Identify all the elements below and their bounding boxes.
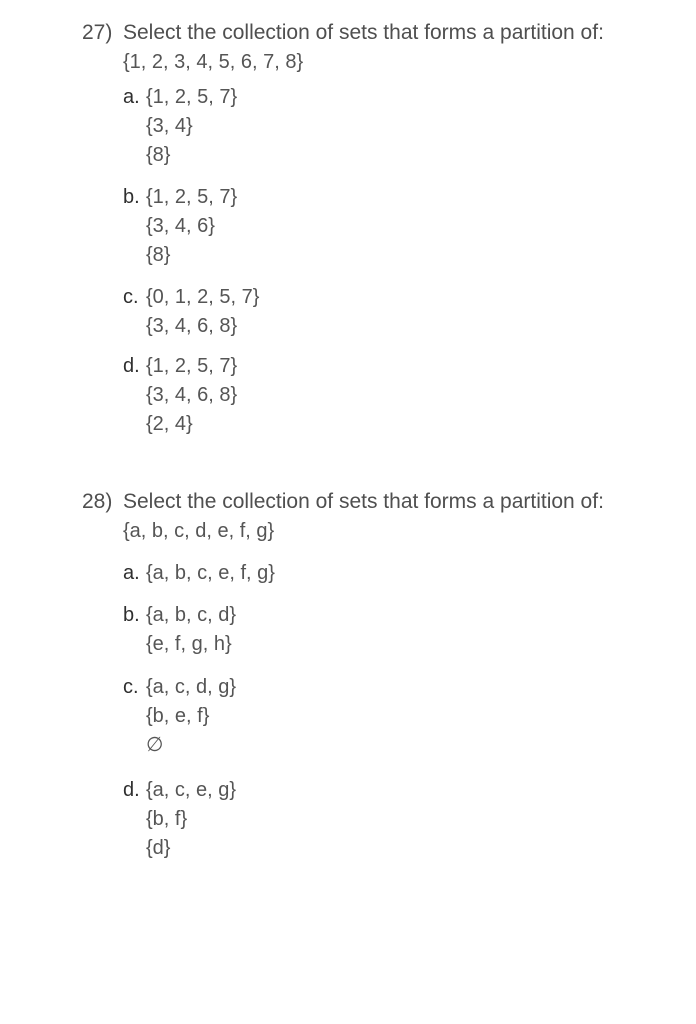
option-set: {3, 4, 6, 8}	[146, 384, 238, 406]
option-set: {0, 1, 2, 5, 7}	[146, 286, 260, 308]
option-c[interactable]	[123, 283, 682, 341]
option-set: {a, c, d, g}	[146, 676, 237, 698]
option-letter: a.	[123, 562, 140, 584]
option-letter: b.	[123, 604, 140, 626]
option-c[interactable]	[123, 673, 682, 760]
option-set: {1, 2, 5, 7}	[146, 86, 238, 108]
empty-set-symbol: ∅	[146, 734, 164, 756]
option-letter: c.	[123, 676, 139, 698]
option-set: {b, e, f}	[146, 705, 210, 727]
option-letter: b.	[123, 186, 140, 208]
answer-options	[123, 83, 682, 439]
question-prompt	[82, 19, 682, 47]
option-letter: c.	[123, 286, 139, 308]
question-set: {1, 2, 3, 4, 5, 6, 7, 8}	[123, 51, 304, 73]
option-set: {2, 4}	[146, 413, 193, 435]
question-text: Select the collection of sets that forms a partition of:	[123, 490, 604, 513]
option-a[interactable]	[123, 559, 682, 588]
option-set: {e, f, g, h}	[146, 633, 232, 655]
option-set: {3, 4}	[146, 115, 193, 137]
question-text: Select the collection of sets that forms a partition of:	[123, 21, 604, 44]
option-set: {3, 4, 6, 8}	[146, 315, 238, 337]
option-set: {3, 4, 6}	[146, 215, 215, 237]
option-set: {d}	[146, 837, 171, 859]
question-number: 27)	[82, 21, 113, 44]
option-letter: a.	[123, 86, 140, 108]
option-d[interactable]	[123, 776, 682, 863]
option-letter: d.	[123, 355, 140, 377]
question-set: {a, b, c, d, e, f, g}	[123, 520, 275, 542]
option-set: {a, b, c, e, f, g}	[146, 562, 275, 584]
question-28	[82, 488, 682, 863]
option-set: {1, 2, 5, 7}	[146, 186, 238, 208]
option-letter: d.	[123, 779, 140, 801]
option-set: {1, 2, 5, 7}	[146, 355, 238, 377]
option-d[interactable]	[123, 352, 682, 439]
answer-options	[123, 559, 682, 863]
question-number: 28)	[82, 490, 113, 513]
option-b[interactable]	[123, 183, 682, 270]
option-set: {8}	[146, 144, 171, 166]
option-set: {a, b, c, d}	[146, 604, 237, 626]
option-set: {8}	[146, 244, 171, 266]
option-set: {b, f}	[146, 808, 188, 830]
option-b[interactable]	[123, 601, 682, 659]
option-a[interactable]	[123, 83, 682, 170]
question-prompt	[82, 488, 682, 516]
question-27	[82, 19, 682, 439]
option-set: {a, c, e, g}	[146, 779, 237, 801]
